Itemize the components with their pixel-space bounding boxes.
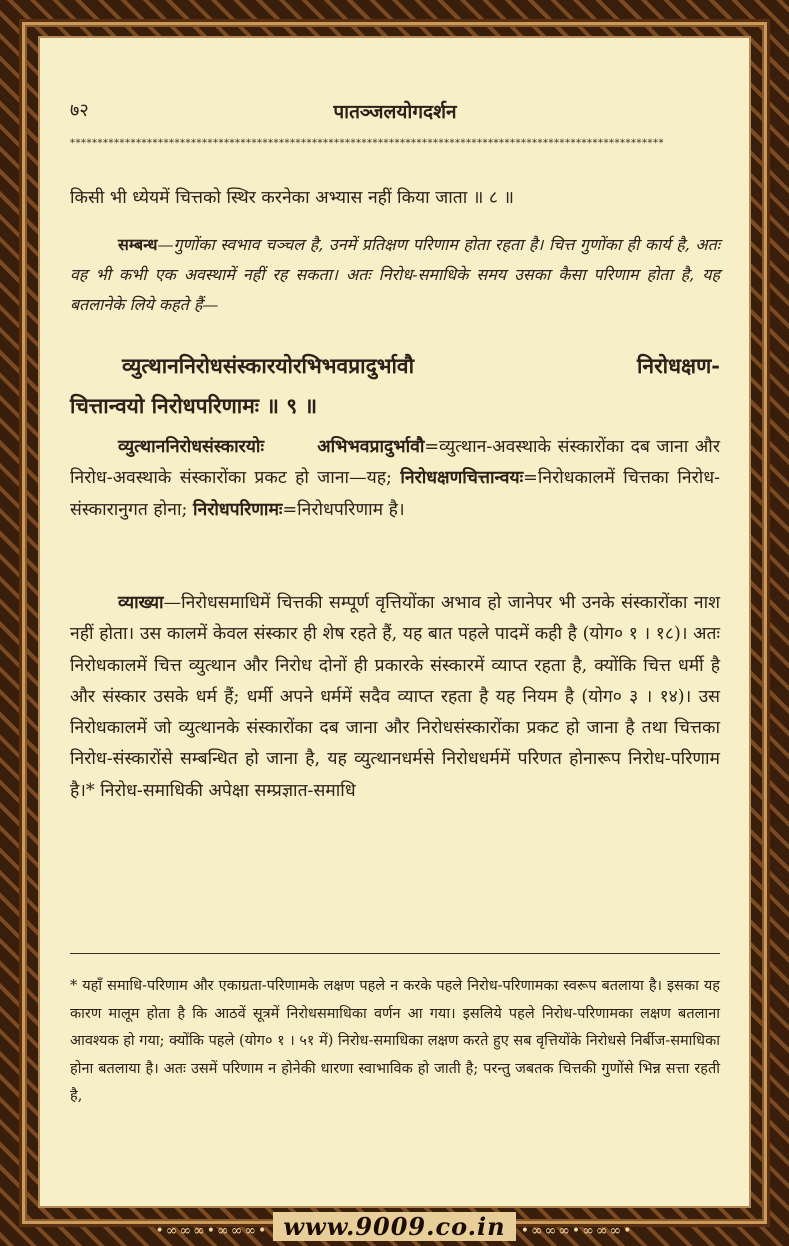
running-title: पातञ्जलयोगदर्शन [333,101,457,123]
footnote: * यहाँ समाधि-परिणाम और एकाग्रता-परिणामके लक्षण पहले न करके पहले निरोध-परिणामका स्वरूप बतलाया है। इसका यह कारण मालूम होता है कि आठवें सूत्रमें निरोधसमाधिका वर्णन आ गया। इसलिये पहले निरोध-परिणामका लक्षण बतलाना आवश्यक हो गया; क्योंकि पहले (योग० १ । ५१ में) निरोध-समाधिका लक्षण करते हुए सब वृत्तियोंके निरोधसे निर्बीज-समाधिका होना बतलाया है। अतः उसमें परिणाम न होनेकी धारणा स्वाभाविक हो जाती है; परन्तु जबतक चित्तकी गुणोंसे भिन्न सत्ता रहती है, [70,978,720,1104]
page-header [70,98,720,128]
vyakhya-text: —निरोधसमाधिमें चित्तकी सम्पूर्ण वृत्तियोंका अभाव हो जानेपर भी उनके संस्कारोंका नाश नहीं होता। उस कालमें केवल संस्कार ही शेष रहते हैं, यह बात पहले पादमें कही है (योग० १ । १८)। अतः निरोधकालमें चित्त व्युत्थान और निरोध दोनों ही प्रकारके संस्कारमें व्याप्त रहता है, क्योंकि चित्त धर्मी है और संस्कार उसके धर्म हैं; धर्मी अपने धर्ममें सदैव व्याप्त रहता है यह नियम है (योग० ३ । १४)। उस निरोधकालमें जो व्युत्थानके संस्कारोंका दब जाना और निरोधसंस्कारोंका प्रकट हो जाना है तथा चित्तका निरोध-संस्कारोंसे सम्बन्धित हो जाना है, यह व्युत्थानधर्मसे निरोधधर्ममें परिणत होनारूप निरोध-परिणाम है।* निरोध-समाधिकी अपेक्षा सम्प्रज्ञात-समाधि [70,593,720,801]
sambandh-paragraph [70,230,720,320]
term-1: व्युत्थाननिरोधसंस्कारयोः [118,437,265,457]
sutra-line-2: चित्तान्वयो निरोधपरिणामः ॥ ९ ॥ [70,393,318,418]
footer-bar [0,1212,789,1246]
page-number: ७२ [70,100,89,121]
sambandh-label: सम्बन्ध [118,235,158,254]
term-1b: अभिभवप्रादुर्भावौ [317,437,425,457]
meaning-2: =निरोधकालमें चित्तका निरोध-संस्कारानुगत होना; [70,468,720,520]
padartha-paragraph [70,432,720,526]
ornament-left-icon: •∞∞∞•∞∞∞• [155,1223,269,1239]
vyakhya-label: व्याख्या [118,593,164,613]
website-link[interactable]: www.9009.co.in [273,1212,515,1241]
term-2: निरोधक्षणचित्तान्वयः [400,468,524,489]
sutra [70,346,720,426]
meaning-1: =व्युत्थान-अवस्थाके संस्कारोंका दब जाना और निरोध-अवस्थाके संस्कारोंका प्रकट हो जाना—यह; [70,437,720,489]
ornament-right-icon: •∞∞∞•∞∞∞• [520,1223,634,1239]
meaning-3: =निरोधपरिणाम है। [282,499,405,520]
sambandh-text: —गुणोंका स्वभाव चञ्चल है, उनमें प्रतिक्षण परिणाम होता रहता है। चित्त गुणोंका ही कार्य है, अतः वह भी कभी एक अवस्थामें नहीं रह सकता। अतः निरोध-समाधिके समय उसका कैसा परिणाम होता है, यह बतलानेके लिये कहते हैं— [70,235,720,314]
book-page [38,36,751,1208]
sutra-line-1: व्युत्थाननिरोधसंस्कारयोरभिभवप्रादुर्भावौ निरोधक्षण- [122,353,720,378]
previous-paragraph-end: किसी भी ध्येयमें चित्तको स्थिर करनेका अभ्यास नहीं किया जाता ॥ ८ ॥ [70,188,515,208]
star-separator: ************************************************************************************************************ [70,138,664,149]
term-3: निरोधपरिणामः [192,499,283,520]
vyakhya-paragraph [70,588,720,807]
footnote-rule [70,953,720,954]
